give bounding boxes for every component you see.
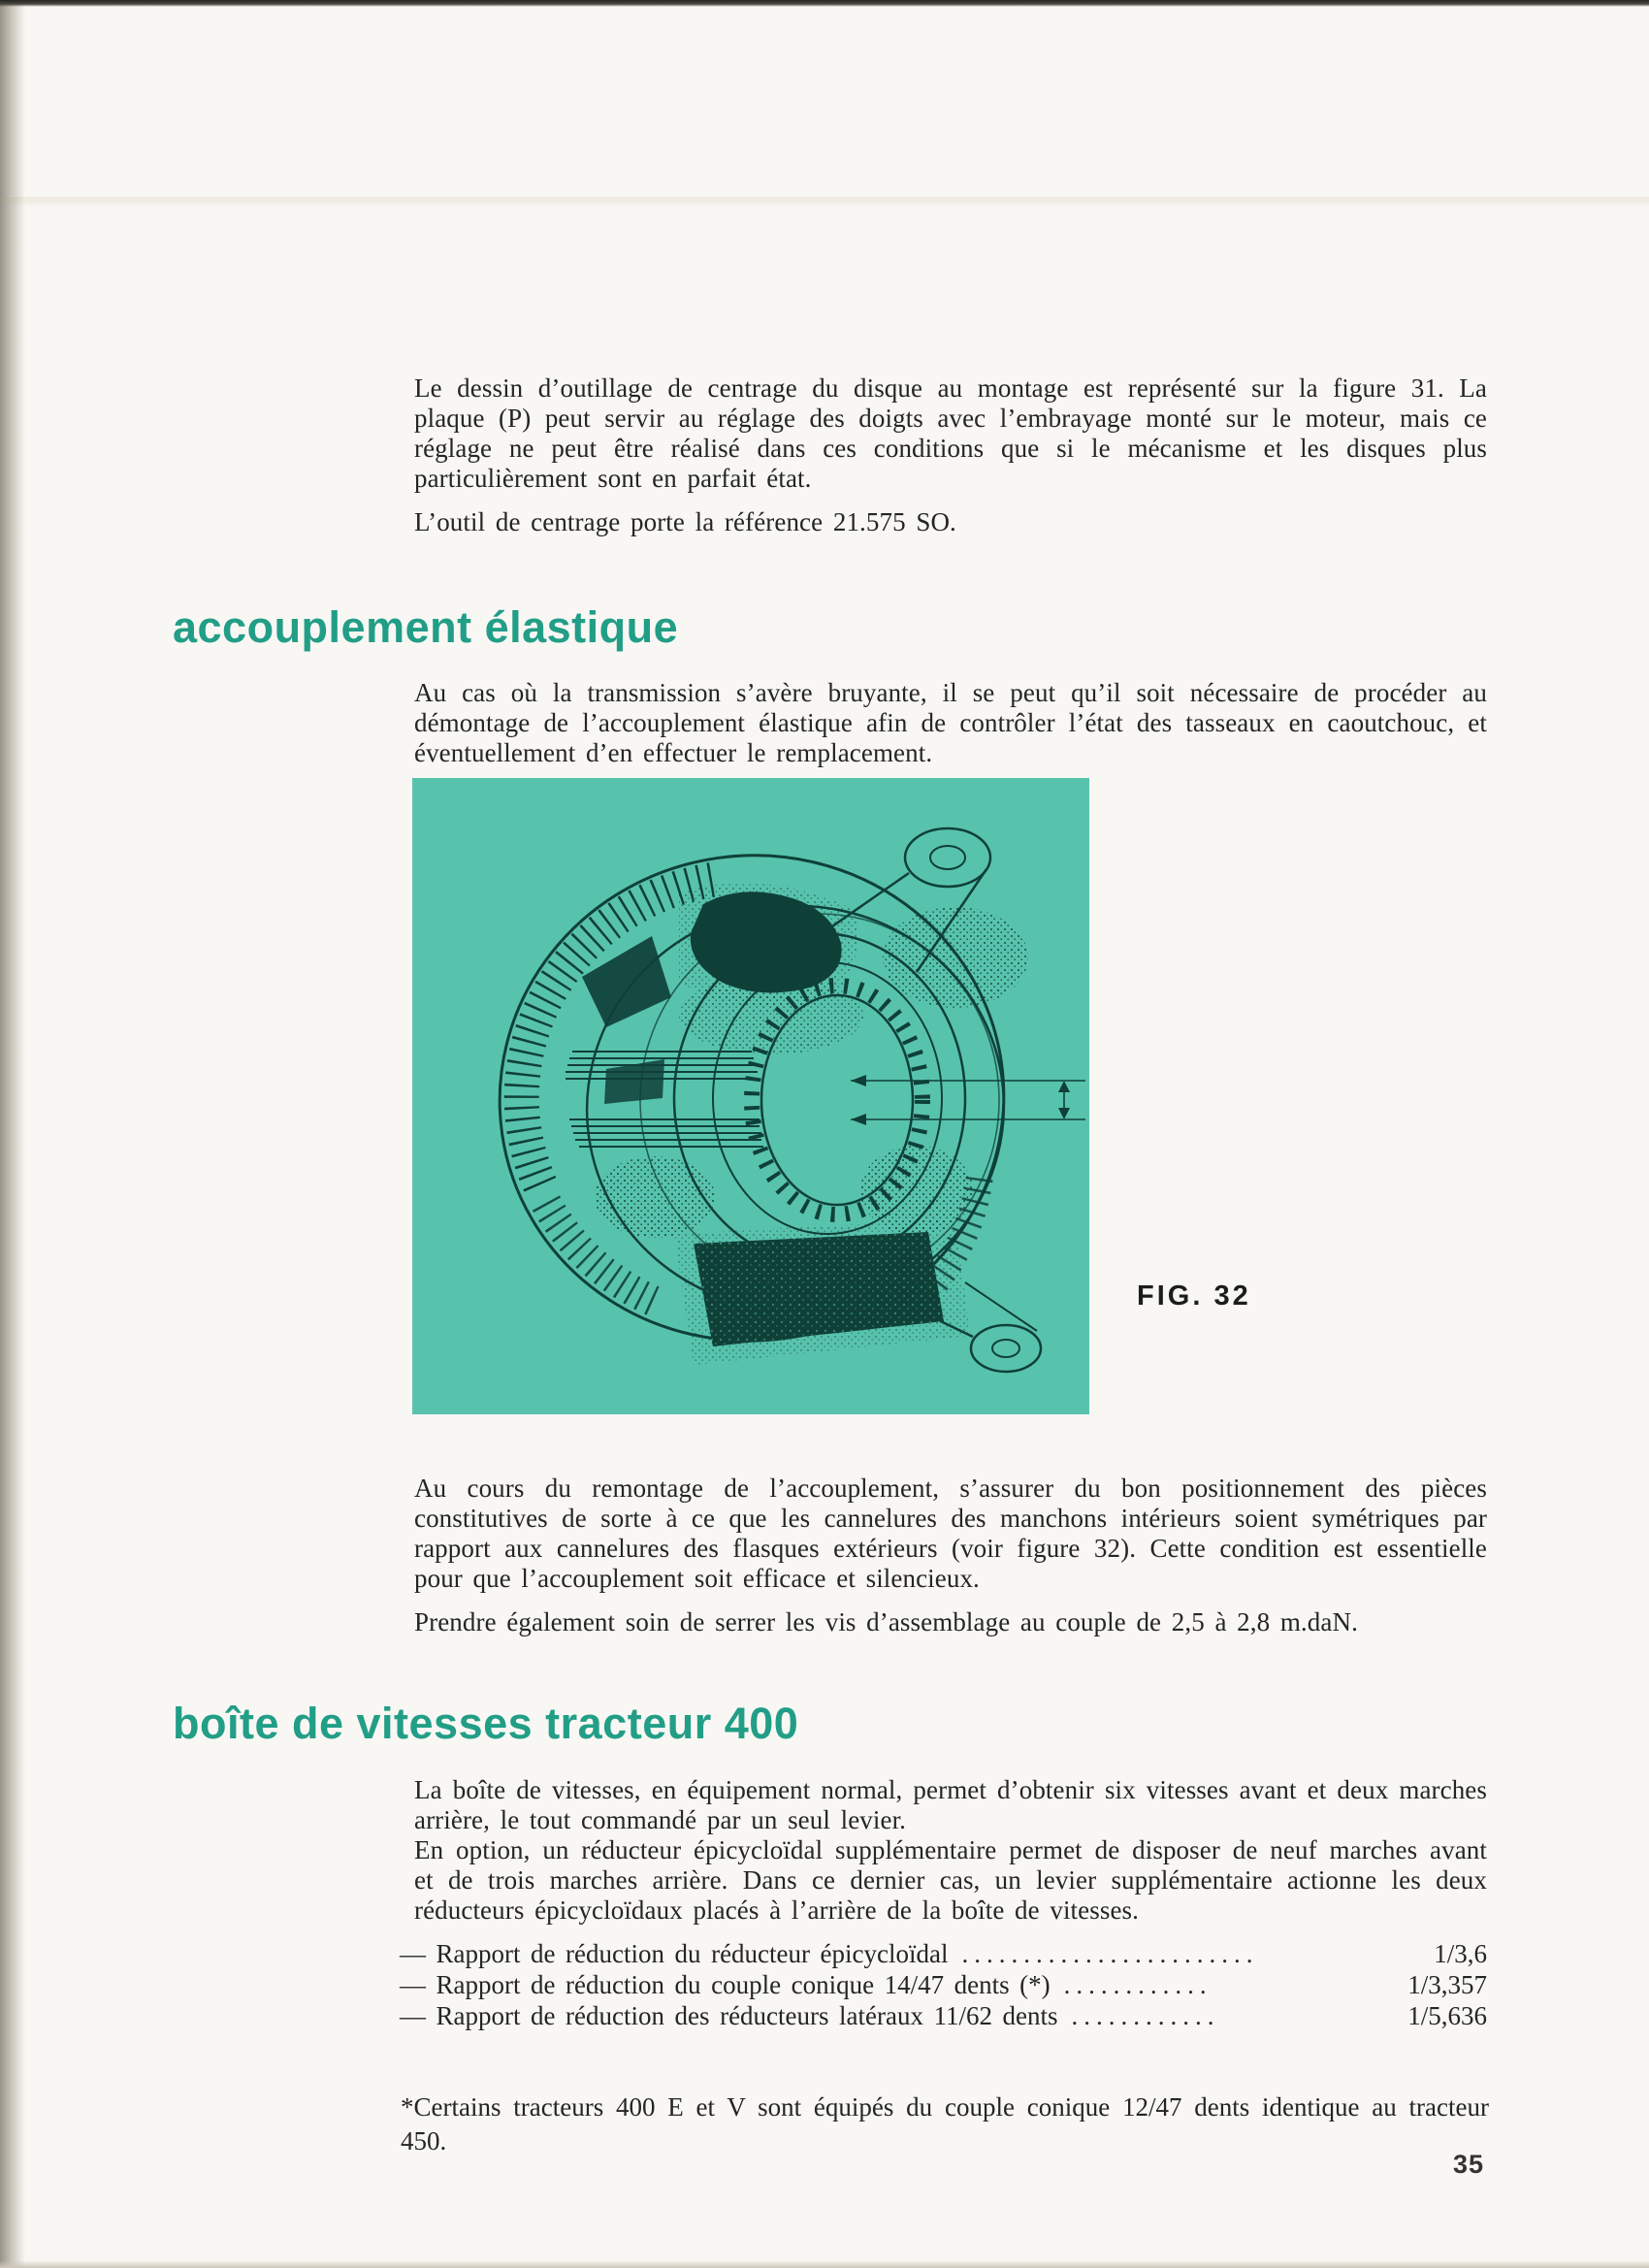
intro-paragraph: Le dessin d’outillage de centrage du disque au montage est représenté sur la figure 31. La plaque (P) peut servir au réglage des doigts avec l’embrayage monté sur le moteur, mais ce réglage ne peut être réalisé dans ces conditions que si le mécanisme et les disques plus particulièrement sont en parfait état. (414, 373, 1487, 493)
ratio-label: — Rapport de réduction du couple conique 14/47 dents (*) (400, 1970, 1051, 1999)
ratio-label: — Rapport de réduction des réducteurs latéraux 11/62 dents (400, 2001, 1058, 2030)
ratio-label: — Rapport de réduction du réducteur épicycloïdal (400, 1939, 949, 1968)
ratio-row-couple-conique (400, 1969, 1487, 2000)
section-heading-accouplement: accouplement élastique (173, 602, 679, 653)
accouplement-paragraph: Au cas où la transmission s’avère bruyante, il se peut qu’il soit nécessaire de procéder au démontage de l’accouplement élastique afin de contrôler l’état des tasseaux en caoutchouc, et éventuellement d’en effectuer le remplacement. (414, 678, 1487, 767)
remontage-paragraph: Au cours du remontage de l’accouplement, s’assurer du bon positionnement des pièces constitutives de sorte à ce que les cannelures des manchons intérieurs soient symétriques par rapport aux cannelures des flasques extérieurs (voir figure 32). Cette condition est essentielle pour que l’accouplement soit efficace et silencieux. (414, 1474, 1487, 1593)
page-left-edge (0, 0, 25, 2268)
dot-leader: ............ (1071, 2001, 1220, 2030)
page-top-edge (0, 0, 1649, 7)
page-bottom-edge (0, 2260, 1649, 2268)
dot-leader: ........................ (961, 1939, 1259, 1968)
ratio-value: 1/3,6 (1434, 1939, 1487, 1968)
ratio-value: 1/5,636 (1407, 2001, 1487, 2030)
section-heading-boite: boîte de vitesses tracteur 400 (173, 1699, 799, 1749)
figure-32-panel (412, 778, 1089, 1414)
boite-paragraph-1: La boîte de vitesses, en équipement normal, permet d’obtenir six vitesses avant et deux marches arrière, le tout commandé par un seul levier. (414, 1775, 1487, 1834)
figure-32-illustration (412, 778, 1089, 1414)
page-number: 35 (1453, 2150, 1485, 2179)
dot-leader: ............ (1063, 1970, 1212, 1999)
figure-32-label: FIG. 32 (1137, 1280, 1251, 1312)
footnote: *Certains tracteurs 400 E et V sont équipés du couple conique 12/47 dents identique au tracteur 450. (401, 2092, 1489, 2155)
tool-reference-line: L’outil de centrage porte la référence 21.575 SO. (414, 507, 956, 536)
torque-note: Prendre également soin de serrer les vis d’assemblage au couple de 2,5 à 2,8 m.daN. (414, 1607, 1358, 1636)
reduction-ratio-list (400, 1938, 1487, 2031)
ratio-value: 1/3,357 (1407, 1970, 1487, 1999)
boite-paragraph-2: En option, un réducteur épicycloïdal supplémentaire permet de disposer de neuf marches avant et de trois marches arrière. Dans ce dernier cas, un levier supplémentaire actionne les deux réducteurs épicycloïdaux placés à l’arrière de la boîte de vitesses. (414, 1835, 1487, 1925)
ratio-row-reducteurs-lateraux (400, 2000, 1487, 2031)
ratio-row-epicycloidal (400, 1938, 1487, 1969)
paper-seam (0, 197, 1649, 206)
